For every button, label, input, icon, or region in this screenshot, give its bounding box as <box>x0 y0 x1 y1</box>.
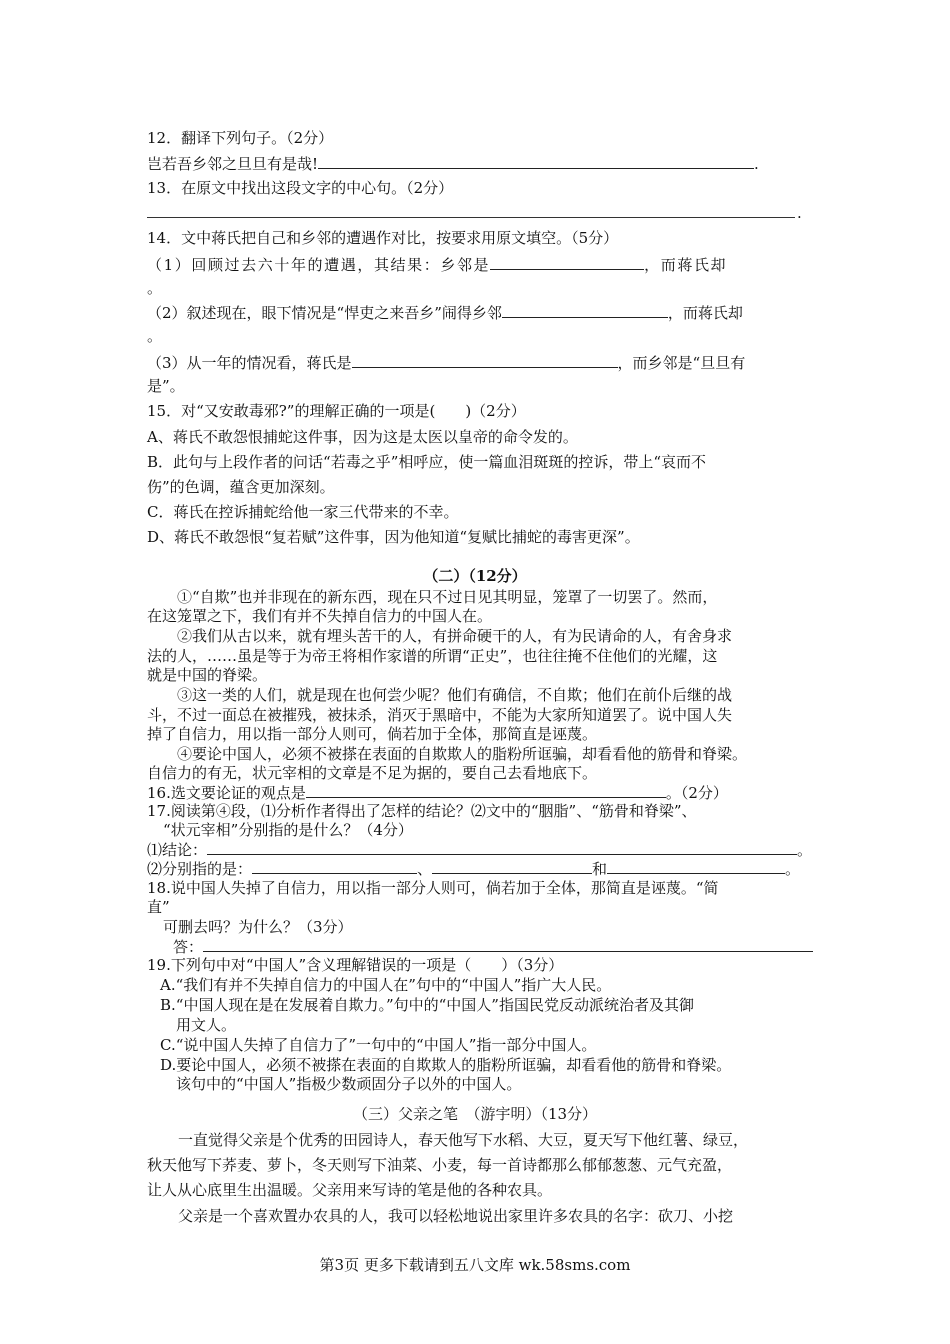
q17-blank-3[interactable] <box>607 858 785 874</box>
q16-score: 。（2分） <box>665 784 728 802</box>
q16-text: 16.选文要论证的观点是 <box>147 784 306 802</box>
q14-part1 <box>147 254 727 275</box>
q18-answer-blank[interactable] <box>203 936 813 952</box>
q14-part1-blank[interactable] <box>490 254 644 270</box>
q19-option-d[interactable]: D.要论中国人，必须不被搽在表面的自欺欺人的脂粉所诓骗，却看看他的筋骨和脊梁。 <box>160 1056 732 1074</box>
q14-part2-end: 。 <box>147 327 163 345</box>
sec3-p1-l1: 一直觉得父亲是个优秀的田园诗人，春天他写下水稻、大豆，夏天写下他红薯、绿豆， <box>178 1131 749 1149</box>
q17-conclusion-blank[interactable] <box>207 839 797 855</box>
q17-sep-2: 和 <box>592 860 608 878</box>
q12-answer-blank[interactable] <box>318 153 754 169</box>
section2-heading: （二）（12分） <box>423 567 527 585</box>
q16-blank[interactable] <box>306 782 666 798</box>
q16 <box>147 782 728 803</box>
q19-title: 19.下列句中对“中国人”含义理解错误的一项是（ ）（3分） <box>147 956 564 974</box>
sec2-p1-l1: ①“自欺”也并非现在的新东西，现在只不过日见其明显，笼罩了一切罢了。然而， <box>177 588 718 606</box>
q15-option-b[interactable]: B．此句与上段作者的问话“若毒之乎”相呼应，使一篇血泪斑斑的控诉，带上“哀而不 <box>147 453 707 471</box>
q14-part2-text2: ，而蒋氏却 <box>667 304 743 322</box>
q14-part1-text: （1）回顾过去六十年的遭遇，其结果：乡邻是 <box>147 256 491 274</box>
q14-part2-text: （2）叙述现在，眼下情况是“悍吏之来吾乡”闹得乡邻 <box>147 304 502 322</box>
q17-blank-2[interactable] <box>432 858 592 874</box>
sec2-p2-l2: 法的人，……虽是等于为帝王将相作家谱的所谓“正史”，也往往掩不住他们的光耀，这 <box>147 647 718 665</box>
sec3-p1-l2: 秋天他写下荞麦、萝卜，冬天则写下油菜、小麦，每一首诗都那么郁郁葱葱、元气充盈， <box>147 1156 733 1174</box>
q14-title: 14．文中蒋氏把自己和乡邻的遭遇作对比，按要求用原文填空。（5分） <box>147 229 619 247</box>
q17-meanings <box>147 858 800 879</box>
q15-option-c[interactable]: C．蒋氏在控诉捕蛇给他一家三代带来的不幸。 <box>147 503 459 521</box>
page-footer: 第3页 更多下载请到五八文库 wk.58sms.com <box>319 1256 631 1274</box>
q12-title: 12．翻译下列句子。（2分） <box>147 129 334 147</box>
q14-part3-end: 是”。 <box>147 377 185 395</box>
q18-answer <box>173 936 813 957</box>
q19-option-b-cont: 用文人。 <box>176 1016 237 1034</box>
q19-option-c[interactable]: C.“说中国人失掉了自信力了”一句中的“中国人”指一部分中国人。 <box>160 1036 597 1054</box>
q17-conclusion-label: ⑴结论： <box>147 841 208 859</box>
q19-option-a[interactable]: A.“我们有并不失掉自信力的中国人在”句中的“中国人”指广大人民。 <box>160 976 612 994</box>
q13-end: . <box>797 204 802 222</box>
sec2-p4-l2: 自信力的有无，状元宰相的文章是不足为据的，要自己去看地底下。 <box>147 764 598 782</box>
sec2-p3-l2: 斗，不过一面总在被摧残，被抹杀，消灭于黑暗中，不能为大家所知道罢了。说中国人失 <box>147 706 733 724</box>
q17-conclusion <box>147 839 812 860</box>
q14-part3 <box>147 352 745 373</box>
q17-end: 。 <box>785 860 801 878</box>
q14-part2-blank[interactable] <box>502 302 668 318</box>
q12-end: . <box>754 155 759 173</box>
q19-option-b[interactable]: B.“中国人现在是在发展着自欺力。”句中的“中国人”指国民党反动派统治者及其御 <box>160 996 694 1014</box>
sec2-p3-l3: 掉了自信力，用以指一部分人则可，倘若加于全体，那简直是诬蔑。 <box>147 725 598 743</box>
q19-option-d-cont: 该句中的“中国人”指极少数顽固分子以外的中国人。 <box>176 1075 522 1093</box>
q12-sentence-text: 岂若吾乡邻之旦旦有是哉! <box>147 155 319 173</box>
q13-title: 13．在原文中找出这段文字的中心句。（2分） <box>147 179 454 197</box>
q14-part3-text: （3）从一年的情况看，蒋氏是 <box>147 354 352 372</box>
sec3-p2-l1: 父亲是一个喜欢置办农具的人，我可以轻松地说出家里许多农具的名字：砍刀、小挖 <box>178 1207 734 1225</box>
sec2-p2-l1: ②我们从古以来，就有埋头苦干的人，有拼命硬干的人，有为民请命的人，有舍身求 <box>177 627 733 645</box>
sec2-p2-l3: 就是中国的脊梁。 <box>147 666 268 684</box>
q18-answer-label: 答： <box>173 938 204 956</box>
q15-option-a[interactable]: A、蒋氏不敢怨恨捕蛇这件事，因为这是太医以皇帝的命令发的。 <box>147 428 578 446</box>
sec2-p4-l1: ④要论中国人，必须不被搽在表面的自欺欺人的脂粉所诓骗，却看看他的筋骨和脊梁。 <box>177 745 748 763</box>
section3-heading: （三）父亲之笔 （游宇明）（13分） <box>352 1105 598 1123</box>
q17-conclusion-end: 。 <box>797 841 813 859</box>
q18-l1: 18.说中国人失掉了自信力，用以指一部分人则可，倘若加于全体，那简直是诬蔑。“简 <box>147 879 719 897</box>
q17-l1: 17.阅读第④段，⑴分析作者得出了怎样的结论？⑵文中的“胭脂”、“筋骨和脊梁”、 <box>147 802 697 820</box>
q18-l3: 可删去吗？为什么？（3分） <box>163 918 353 936</box>
q14-part1-end: 。 <box>147 279 163 297</box>
q13-answer-line[interactable] <box>147 217 795 218</box>
q14-part1-text2: ，而蒋氏却 <box>644 256 728 274</box>
sec2-p3-l1: ③这一类的人们，就是现在也何尝少呢？他们有确信，不自欺；他们在前仆后继的战 <box>177 686 733 704</box>
q12-sentence <box>147 153 759 174</box>
q17-meanings-label: ⑵分别指的是： <box>147 860 253 878</box>
q18-l2: 直” <box>147 898 170 916</box>
q17-blank-1[interactable] <box>252 858 417 874</box>
q15-option-b-cont: 伤”的色调，蕴含更加深刻。 <box>147 478 335 496</box>
sec2-p1-l2: 在这笼罩之下，我们有并不失掉自信力的中国人在。 <box>147 607 493 625</box>
q15-option-d[interactable]: D、蒋氏不敢怨恨“复若赋”这件事，因为他知道“复赋比捕蛇的毒害更深”。 <box>147 528 640 546</box>
sec3-p1-l3: 让人从心底里生出温暖。父亲用来写诗的笔是他的各种农具。 <box>147 1181 553 1199</box>
q17-l2: “状元宰相”分别指的是什么？（4分） <box>163 821 413 839</box>
q14-part3-text2: ，而乡邻是“旦旦有 <box>617 354 746 372</box>
q14-part2 <box>147 302 743 323</box>
q17-sep-1: 、 <box>417 860 433 878</box>
q14-part3-blank[interactable] <box>352 352 618 368</box>
q15-title: 15．对“又安敢毒邪?”的理解正确的一项是( )（2分） <box>147 402 526 420</box>
